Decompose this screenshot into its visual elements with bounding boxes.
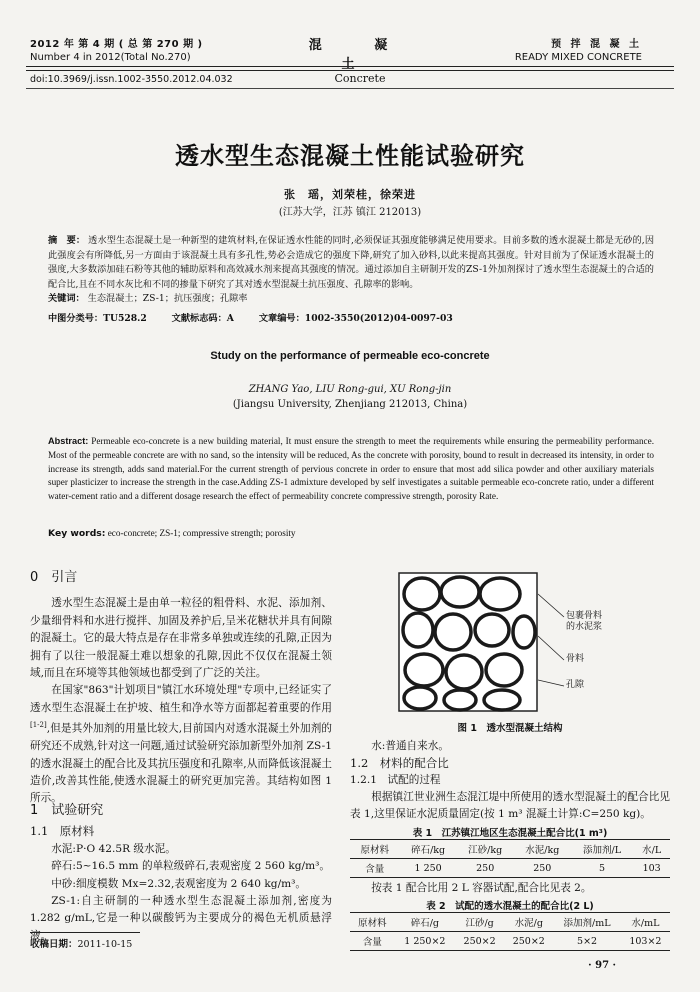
journal-name [300, 34, 420, 85]
journal-issue [30, 38, 203, 64]
table-2-header [350, 913, 670, 932]
clc-value: TU528.2 [103, 313, 147, 324]
figure-label-cement-paste [566, 611, 602, 633]
table-cell: 5 [571, 859, 633, 878]
doi: doi:10.3969/j.issn.1002-3550.2012.04.032 [30, 74, 233, 85]
received-label: 收稿日期： [30, 939, 78, 950]
english-affiliation: (Jiangsu University, Zhenjiang 212013, China) [232, 399, 468, 410]
section-en: READY MIXED CONCRETE [514, 52, 642, 63]
material-sand: 中砂:细度模数 Mx=2.32,表观密度为 2 640 kg/m³。 [51, 877, 307, 890]
table-header-cell: 水/L [633, 840, 670, 859]
clc-label: 中图分类号： [48, 313, 104, 324]
header-rule-thin [26, 70, 674, 71]
table-header-cell: 江砂/g [455, 913, 504, 932]
sec0-para1: 透水型生态混凝土是由单一粒径的粗骨料、水泥、添加剂、少量细骨料和水进行搅拌、加固及养护后,呈米花糖状并具有间隙的混凝土。它的最大特点是存在非常多单独或连续的孔隙,正因为拥有了以往一般混凝土难以想象的孔隙,因此不仅仅在混凝土领域,而且在环境等其他领域也都受到了广泛的关注。 [30, 597, 332, 680]
received-value: 2011-10-15 [77, 939, 133, 950]
authors: 张 瑶，刘荣桂，徐荣进 [284, 188, 416, 201]
article-no-label: 文章编号： [258, 313, 305, 324]
section-mix-ratio [350, 738, 670, 823]
table-cell: 250×2 [455, 932, 504, 951]
table-header-cell: 碎石/g [395, 913, 455, 932]
table-header-cell: 原材料 [350, 840, 400, 859]
keywords-cn-text: 生态混凝土；ZS-1；抗压强度；孔隙率 [87, 293, 248, 304]
table-cell: 5×2 [553, 932, 620, 951]
issue-en: Number 4 in 2012(Total No.270) [30, 52, 191, 63]
table-cell: 含量 [350, 932, 395, 951]
section-introduction [30, 569, 332, 808]
classification-meta [48, 310, 475, 324]
table-cell: 250 [514, 859, 571, 878]
abstract-cn-text: 透水型生态混凝土是一种新型的建筑材料,在保证透水性能的同时,必须保证其强度能够满足使用要求。目前多数的透水混凝土都是无砂的,因此强度会有所降低,另一方面由于该混凝土具有多孔性,势必会造成它的强度下降,研究了加入砂料,以此来提高其强度。针对目前为了保证透水混凝土的强度,大多数添加硅石粉等其他的辅助原料和高效减水剂来提高其强度的情况。通过添加自主研制开发的ZS-1外加剂探讨了透水型生态混凝土的合适的配合比,且在不同水灰比和不同的掺量下研究了其对透水型混凝土抗压强度、孔隙率的影响。 [48, 235, 655, 290]
table-header-cell: 水/mL [621, 913, 670, 932]
figure-label-1: 包裹骨料 [566, 611, 603, 621]
article-no-value: 1002-3550(2012)04-0097-03 [304, 313, 453, 324]
keywords-en-text: eco-concrete; ZS-1; compressive strength; porosity [107, 528, 296, 538]
citation-ref: [1-2] [30, 721, 47, 730]
table-header-cell: 江砂/kg [457, 840, 514, 859]
mix-para2: 按表 1 配合比用 2 L 容器试配,配合比见表 2。 [371, 882, 592, 894]
journal-name-en: Concrete [334, 72, 386, 85]
sec1-heading: 1 试验研究 [30, 803, 104, 818]
table-cell: 含量 [350, 859, 400, 878]
table-header-cell: 添加剂/L [571, 840, 633, 859]
figure-1 [398, 572, 538, 712]
table-header-cell: 原材料 [350, 913, 395, 932]
concrete-structure-illustration [398, 572, 538, 712]
material-water: 水:普通自来水。 [371, 740, 449, 752]
keywords-en-label: Key words: [48, 528, 106, 539]
mix-para1: 根据镇江世业洲生态混江堤中所使用的透水型混凝土的配合比见表 1,这里保证水泥质量固定(按 1 m³ 混凝土计算:C=250 kg)。 [350, 791, 670, 820]
keywords-cn-label: 关键词： [48, 293, 85, 304]
received-date [30, 936, 132, 950]
doc-code-label: 文献标志码： [171, 313, 227, 324]
doi-rule [26, 88, 674, 89]
table-cell: 103×2 [621, 932, 670, 951]
header-rule [26, 66, 674, 67]
table-2 [350, 912, 670, 951]
table-header-cell: 水泥/g [504, 913, 553, 932]
sec0-para2-a: 在国家"863"计划项目"镇江水环境处理"专项中,已经证实了透水型生态混凝土在护坡、植生和净水等方面都起着重要的作用 [30, 684, 332, 714]
issue-cn: 2012 年 第 4 期 ( 总 第 270 期 ) [30, 39, 203, 50]
table-cell: 1 250×2 [395, 932, 455, 951]
material-cement: 水泥:P·O 42.5R 级水泥。 [51, 842, 176, 855]
figure-1-caption: 图 1 透水型混凝土结构 [457, 723, 563, 734]
table-cell: 103 [633, 859, 670, 878]
material-zs1: ZS-1:自主研制的一种透水型生态混凝土添加剂,密度为 1.282 g/mL,它是一种以碳酸钙为主要成分的褐色无机质悬浮液。 [30, 895, 332, 942]
keywords-en [48, 528, 296, 539]
table-1 [350, 839, 670, 878]
english-title: Study on the performance of permeable eco-concrete [210, 350, 490, 362]
table-1-caption: 表 1 江苏镇江地区生态混凝土配合比(1 m³) [412, 828, 608, 839]
table-cell: 1 250 [400, 859, 457, 878]
table-cell: 250×2 [504, 932, 553, 951]
table-row [350, 859, 670, 878]
doc-code-value: A [226, 313, 234, 324]
table-2-caption: 表 2 试配的透水混凝土的配合比(2 L) [426, 901, 594, 912]
table-header-cell: 添加剂/mL [553, 913, 620, 932]
sec0-para2-b: ,但是其外加剂的用量比较大,目前国内对透水混凝土外加剂的研究还不成熟,针对这一问题,通过试验研究添加新型外加剂 ZS-1 的透水混凝土的配合比及其抗压强度和孔隙率,从而降低该混凝土造价,改善其性能,使透水混凝土的研究更加完善。其结构如图 1 所示。 [30, 722, 332, 805]
english-authors: ZHANG Yao, LIU Rong-gui, XU Rong-jin [248, 384, 452, 395]
footnote-rule [30, 932, 140, 933]
table-header-cell: 碎石/kg [400, 840, 457, 859]
journal-section [515, 38, 642, 64]
sec0-heading: 0 引言 [30, 570, 78, 585]
sub12-heading: 1.2 材料的配合比 [350, 756, 449, 770]
abstract-cn-label: 摘 要： [48, 235, 86, 246]
table-header-cell: 水泥/kg [514, 840, 571, 859]
abstract-en-text: Permeable eco-concrete is a new building material, It must ensure the strength to meet the requirements while ensuring the permeability performance. Most of the permeable concrete are with no sand, so the intensity will be reduced, As the concrete with porosity, bound to result in decreased its intensity, in order to increase its strength, adds sand material.For the current strength of pervious concrete in order to ensure that most add silica powder and other auxiliary materials super plasticizer to increase the strength in the case.Adding ZS-1 admixture developed by self investigates a suitable permeable eco-concrete ratio, under a different water-cement ratio and a different dosage research the effect of permeability concrete compressive strength, porosity Rate. [48, 436, 654, 502]
table-cell: 250 [457, 859, 514, 878]
figure-label-aggregate: 骨料 [566, 654, 585, 664]
affiliation: (江苏大学，江苏 镇江 212013) [278, 207, 422, 218]
paper-title: 透水型生态混凝土性能试验研究 [175, 142, 525, 170]
journal-name-cn: 混 凝 土 [308, 38, 412, 72]
figure-label-pore: 孔隙 [566, 680, 585, 690]
material-gravel: 碎石:5~16.5 mm 的单粒级碎石,表观密度 2 560 kg/m³。 [51, 860, 330, 873]
section-experiment [30, 802, 332, 945]
sub121-heading: 1.2.1 试配的过程 [350, 774, 441, 786]
abstract-en [48, 435, 654, 504]
section-cn: 预 拌 混 凝 土 [551, 39, 642, 50]
table-row [350, 932, 670, 951]
table-1-header [350, 840, 670, 859]
abstract-en-label: Abstract: [48, 436, 89, 446]
sec1-sub-materials: 1.1 原材料 [30, 824, 95, 839]
figure-label-2: 的水泥浆 [566, 622, 603, 632]
sec0-para2 [30, 682, 332, 807]
abstract-cn [48, 234, 654, 307]
page-number: · 97 · [588, 960, 616, 971]
